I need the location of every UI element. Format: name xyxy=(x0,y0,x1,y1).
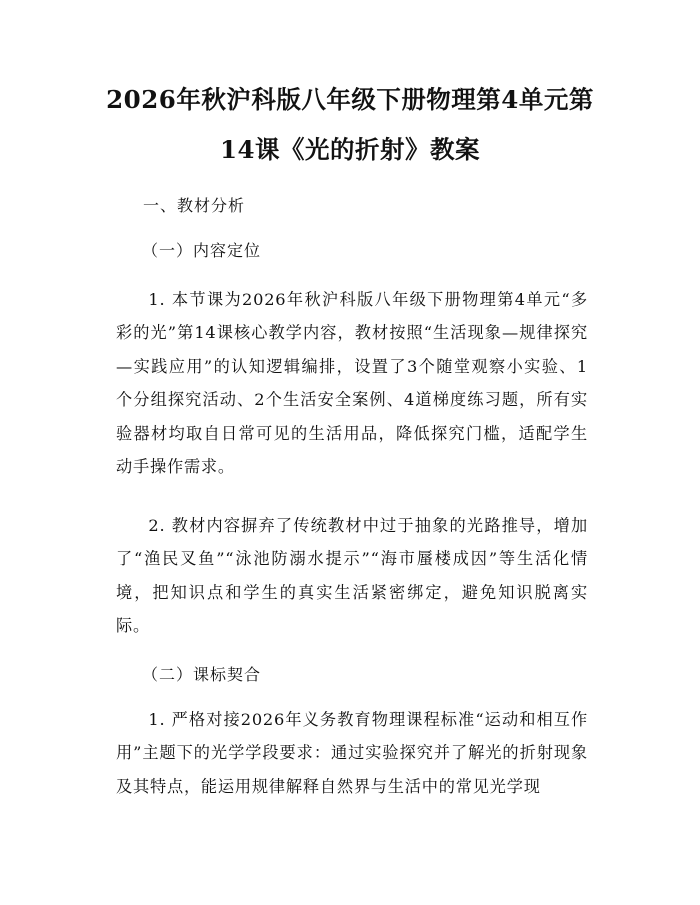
subsection-heading-content-positioning: （一）内容定位 xyxy=(142,241,262,260)
section-heading-textbook-analysis: 一、教材分析 xyxy=(143,196,246,215)
paragraph-content-positioning-1: 1. 本节课为2026年秋沪科版八年级下册物理第4单元“多彩的光”第14课核心教学内容，教材按照“生活现象—规律探究—实践应用”的认知逻辑编排，设置了3个随堂观察小实验、1个分组探究活动、2个生活安全案例、4道梯度练习题，所有实验器材均取自日常可见的生活用品，降低探究门槛，适配学生动手操作需求。 xyxy=(116,290,588,477)
paragraph-curriculum-alignment-1: 1. 严格对接2026年义务教育物理课程标准“运动和相互作用”主题下的光学学段要求：通过实验探究并了解光的折射现象及其特点，能运用规律解释自然界与生活中的常见光学现 xyxy=(116,710,588,796)
document-title-line-1: 2026年秋沪科版八年级下册物理第4单元第 xyxy=(106,85,594,114)
subsection-heading-curriculum-alignment: （二）课标契合 xyxy=(142,665,262,684)
document-title-line-2: 14课《光的折射》教案 xyxy=(219,135,481,164)
paragraph-content-positioning-2: 2. 教材内容摒弃了传统教材中过于抽象的光路推导，增加了“渔民叉鱼”“泳池防溺水提示”“海市蜃楼成因”等生活化情境，把知识点和学生的真实生活紧密绑定，避免知识脱离实际。 xyxy=(116,516,588,636)
